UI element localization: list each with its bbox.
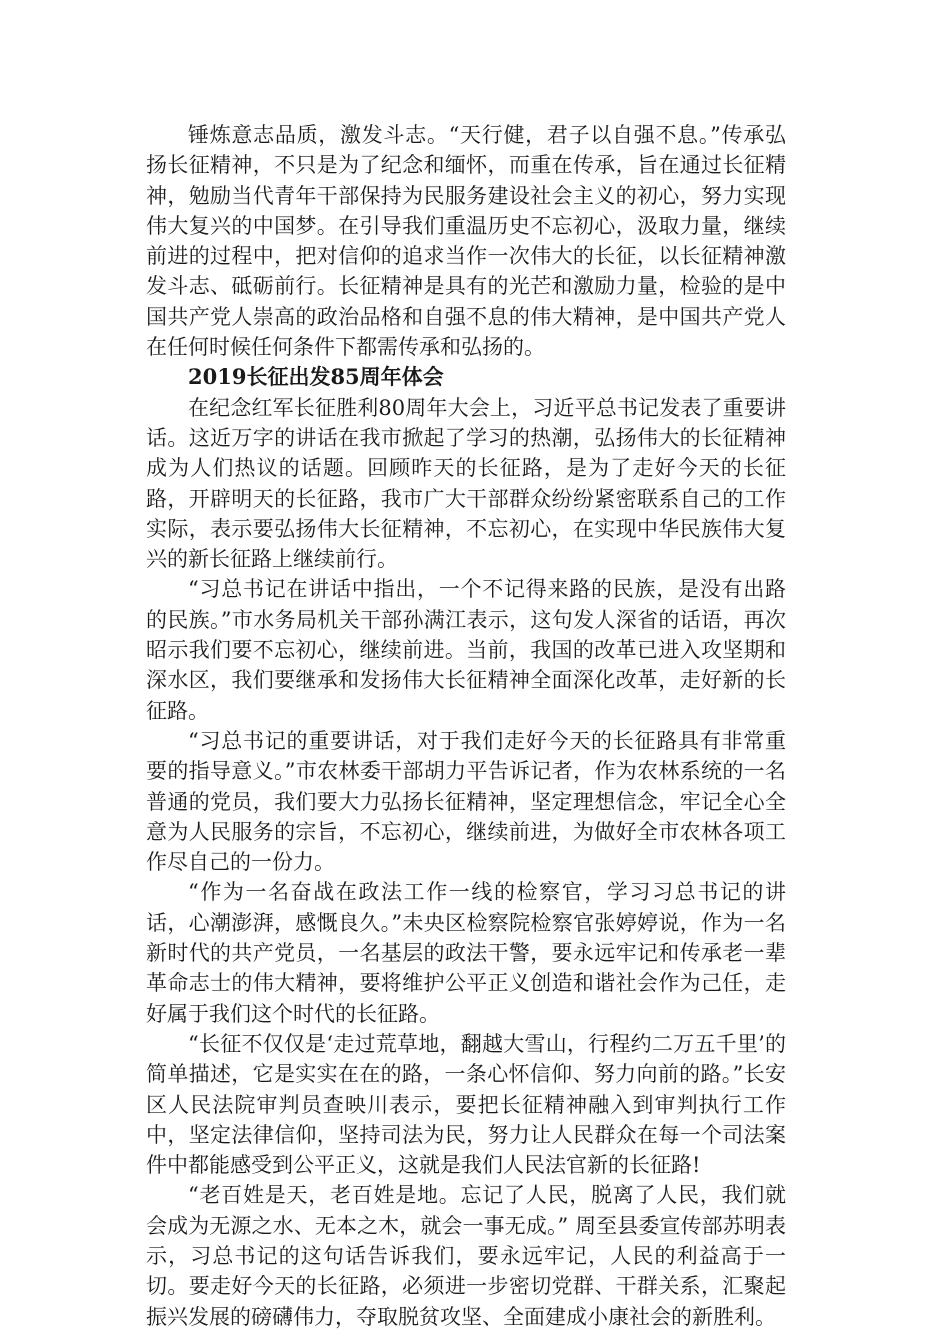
paragraph-intro: 锤炼意志品质，激发斗志。“天行健，君子以自强不息。”传承弘扬长征精神，不只是为了纪念和缅怀，而重在传承，旨在通过长征精神，勉励当代青年干部保持为民服务建设社会主义的初心，努力实现伟大复兴的中国梦。在引导我们重温历史不忘初心，汲取力量，继续前进的过程中，把对信仰的追求当作一次伟大的长征，以长征精神激发斗志、砥砺前行。长征精神是具有的光芒和激励力量，检验的是中国共产党人崇高的政治品格和自强不息的伟大精神，是中国共产党人在任何时候任何条件下都需传承和弘扬的。 [146, 123, 786, 360]
section-heading: 2019长征出发85周年体会 [188, 364, 444, 390]
paragraph: “作为一名奋战在政法工作一线的检察官，学习习总书记的讲话，心潮澎湃，感慨良久。”未央区检察院检察官张婷婷说，作为一名新时代的共产党员，一名基层的政法干警，要永远牢记和传承老一辈革命志士的伟大精神，要将维护公平正义创造和谐社会作为己任，走好属于我们这个时代的长征路。 [146, 880, 786, 1026]
paragraph: “习总书记的重要讲话，对于我们走好今天的长征路具有非常重要的指导意义。”市农林委干部胡力平告诉记者，作为农林系统的一名普通的党员，我们要大力弘扬长征精神，坚定理想信念，牢记全心全意为人民服务的宗旨，不忘初心，继续前进，为做好全市农林各项工作尽自己的一份力。 [146, 728, 786, 875]
paragraph: 在纪念红军长征胜利80周年大会上，习近平总书记发表了重要讲话。这近万字的讲话在我市掀起了学习的热潮，弘扬伟大的长征精神成为人们热议的话题。回顾昨天的长征路，是为了走好今天的长征路，开辟明天的长征路，我市广大干部群众纷纷紧密联系自己的工作实际，表示要弘扬伟大长征精神，不忘初心，在实现中华民族伟大复兴的新长征路上继续前行。 [146, 395, 786, 572]
paragraph: “长征不仅仅是‘走过荒草地，翻越大雪山，行程约二万五千里’的简单描述，它是实实在在的路，一条心怀信仰、努力向前的路。”长安区人民法院审判员查映川表示，要把长征精神融入到审判执行工作中，坚定法律信仰，坚持司法为民，努力让人民群众在每一个司法案件中都能感受到公平正义，这就是我们人民法官新的长征路! [146, 1031, 786, 1178]
document-page [146, 120, 786, 1332]
paragraph: “习总书记在讲话中指出，一个不记得来路的民族，是没有出路的民族。”市水务局机关干部孙满江表示，这句发人深省的话语，再次昭示我们要不忘初心，继续前进。当前，我国的改革已进入攻坚期和深水区，我们要继承和发扬伟大长征精神全面深化改革，走好新的长征路。 [146, 577, 786, 723]
paragraph: “老百姓是天，老百姓是地。忘记了人民，脱离了人民，我们就会成为无源之水、无本之木，就会一事无成。” 周至县委宣传部苏明表示，习总书记的这句话告诉我们，要永远牢记，人民的利益高于一切。要走好今天的长征路，必须进一步密切党群、干群关系，汇聚起振兴发展的磅礴伟力，夺取脱贫攻坚、全面建成小康社会的新胜利。 [146, 1183, 786, 1329]
